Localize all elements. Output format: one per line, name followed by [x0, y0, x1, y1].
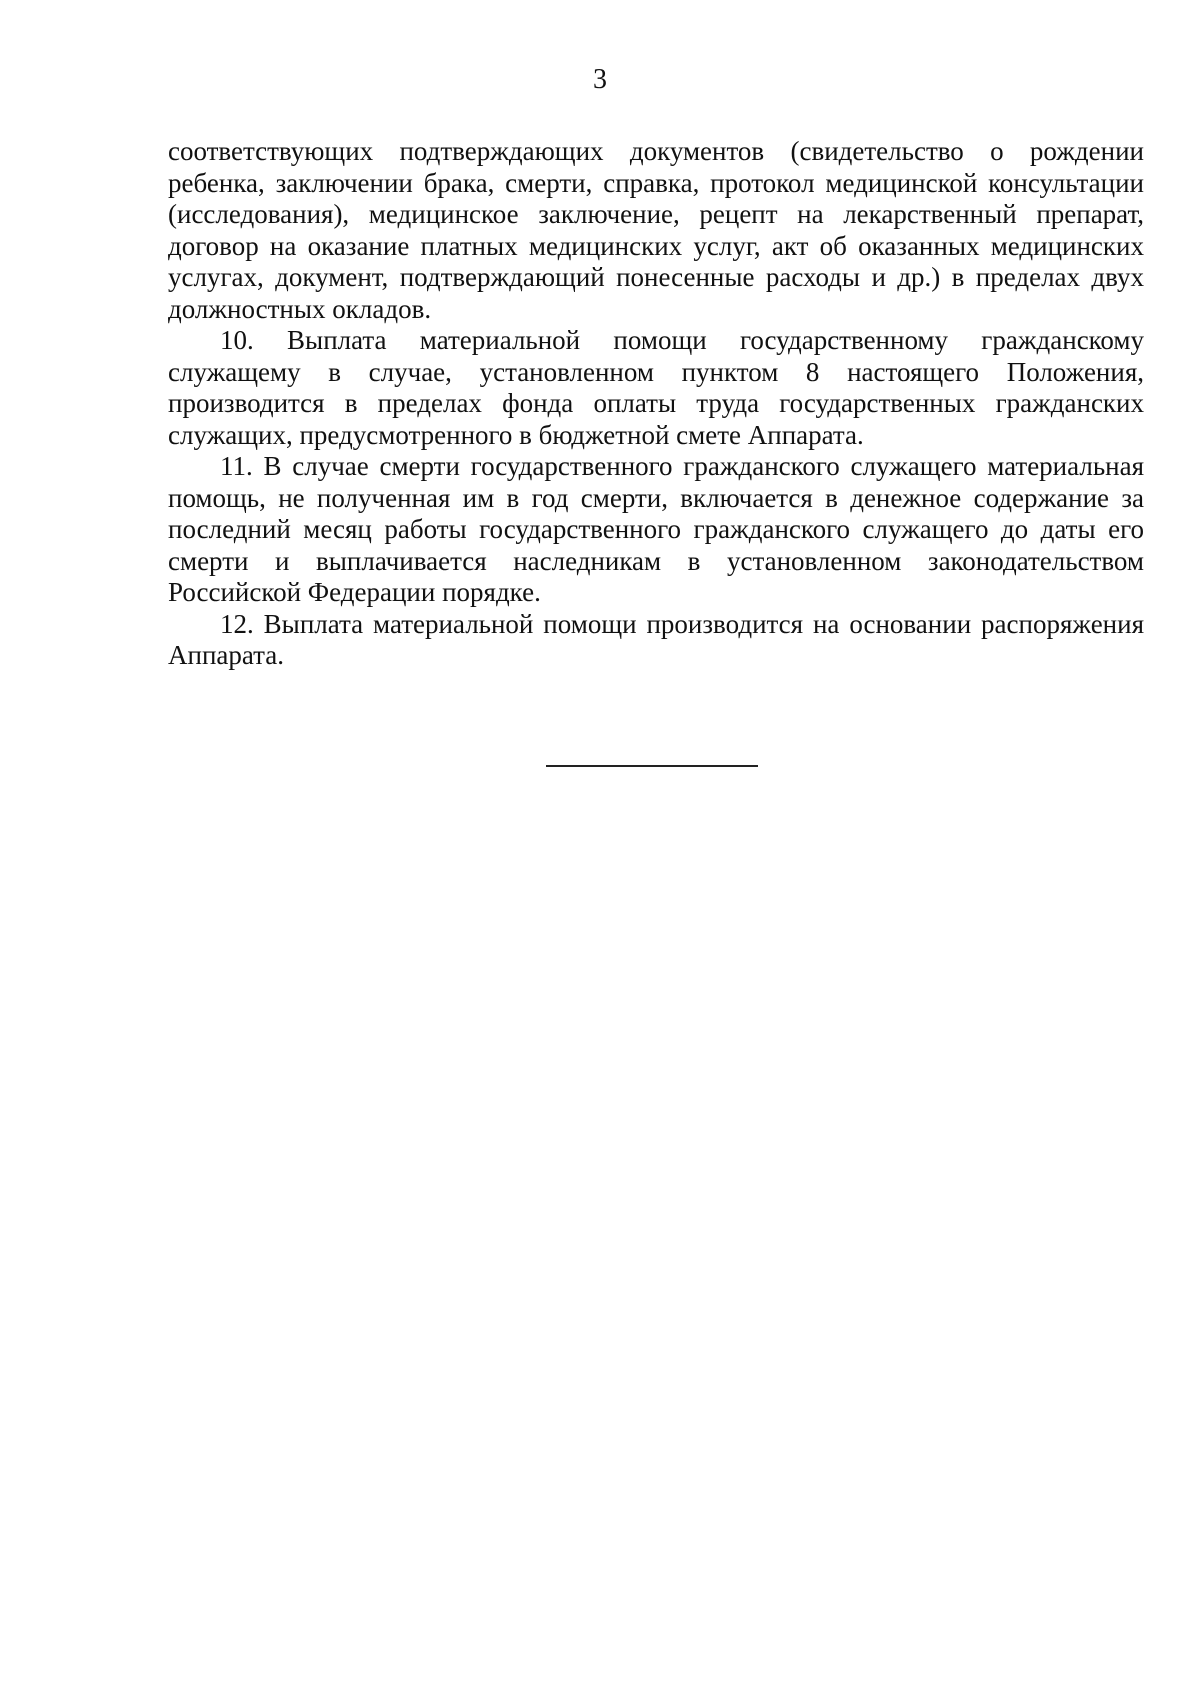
page-number: 3: [593, 64, 607, 95]
document-body: [168, 136, 1144, 672]
paragraph-item-11: 11. В случае смерти государственного гражданского служащего материальная помощь, не полученная им в год смерти, включается в денежное содержание за последний месяц работы государственного гражданского служащего до даты его смерти и выплачивается наследникам в установленном законодательством Российской Федерации порядке.: [168, 451, 1144, 607]
paragraph-item-12: 12. Выплата материальной помощи производится на основании распоряжения Аппарата.: [168, 608, 1144, 670]
paragraph-item-10: 10. Выплата материальной помощи государственному гражданскому служащему в случае, установленном пунктом 8 настоящего Положения, производится в пределах фонда оплаты труда государственных гражданских служащих, предусмотренного в бюджетной смете Аппарата.: [168, 325, 1144, 450]
end-of-document-rule: [546, 765, 758, 767]
paragraph-continuation: соответствующих подтверждающих документов (свидетельство о рождении ребенка, заключении брака, смерти, справка, протокол медицинской консультации (исследования), медицинское заключение, рецепт на лекарственный препарат, договор на оказание платных медицинских услуг, акт об оказанных медицинских услугах, документ, подтверждающий понесенные расходы и др.) в пределах двух должностных окладов.: [168, 136, 1144, 324]
